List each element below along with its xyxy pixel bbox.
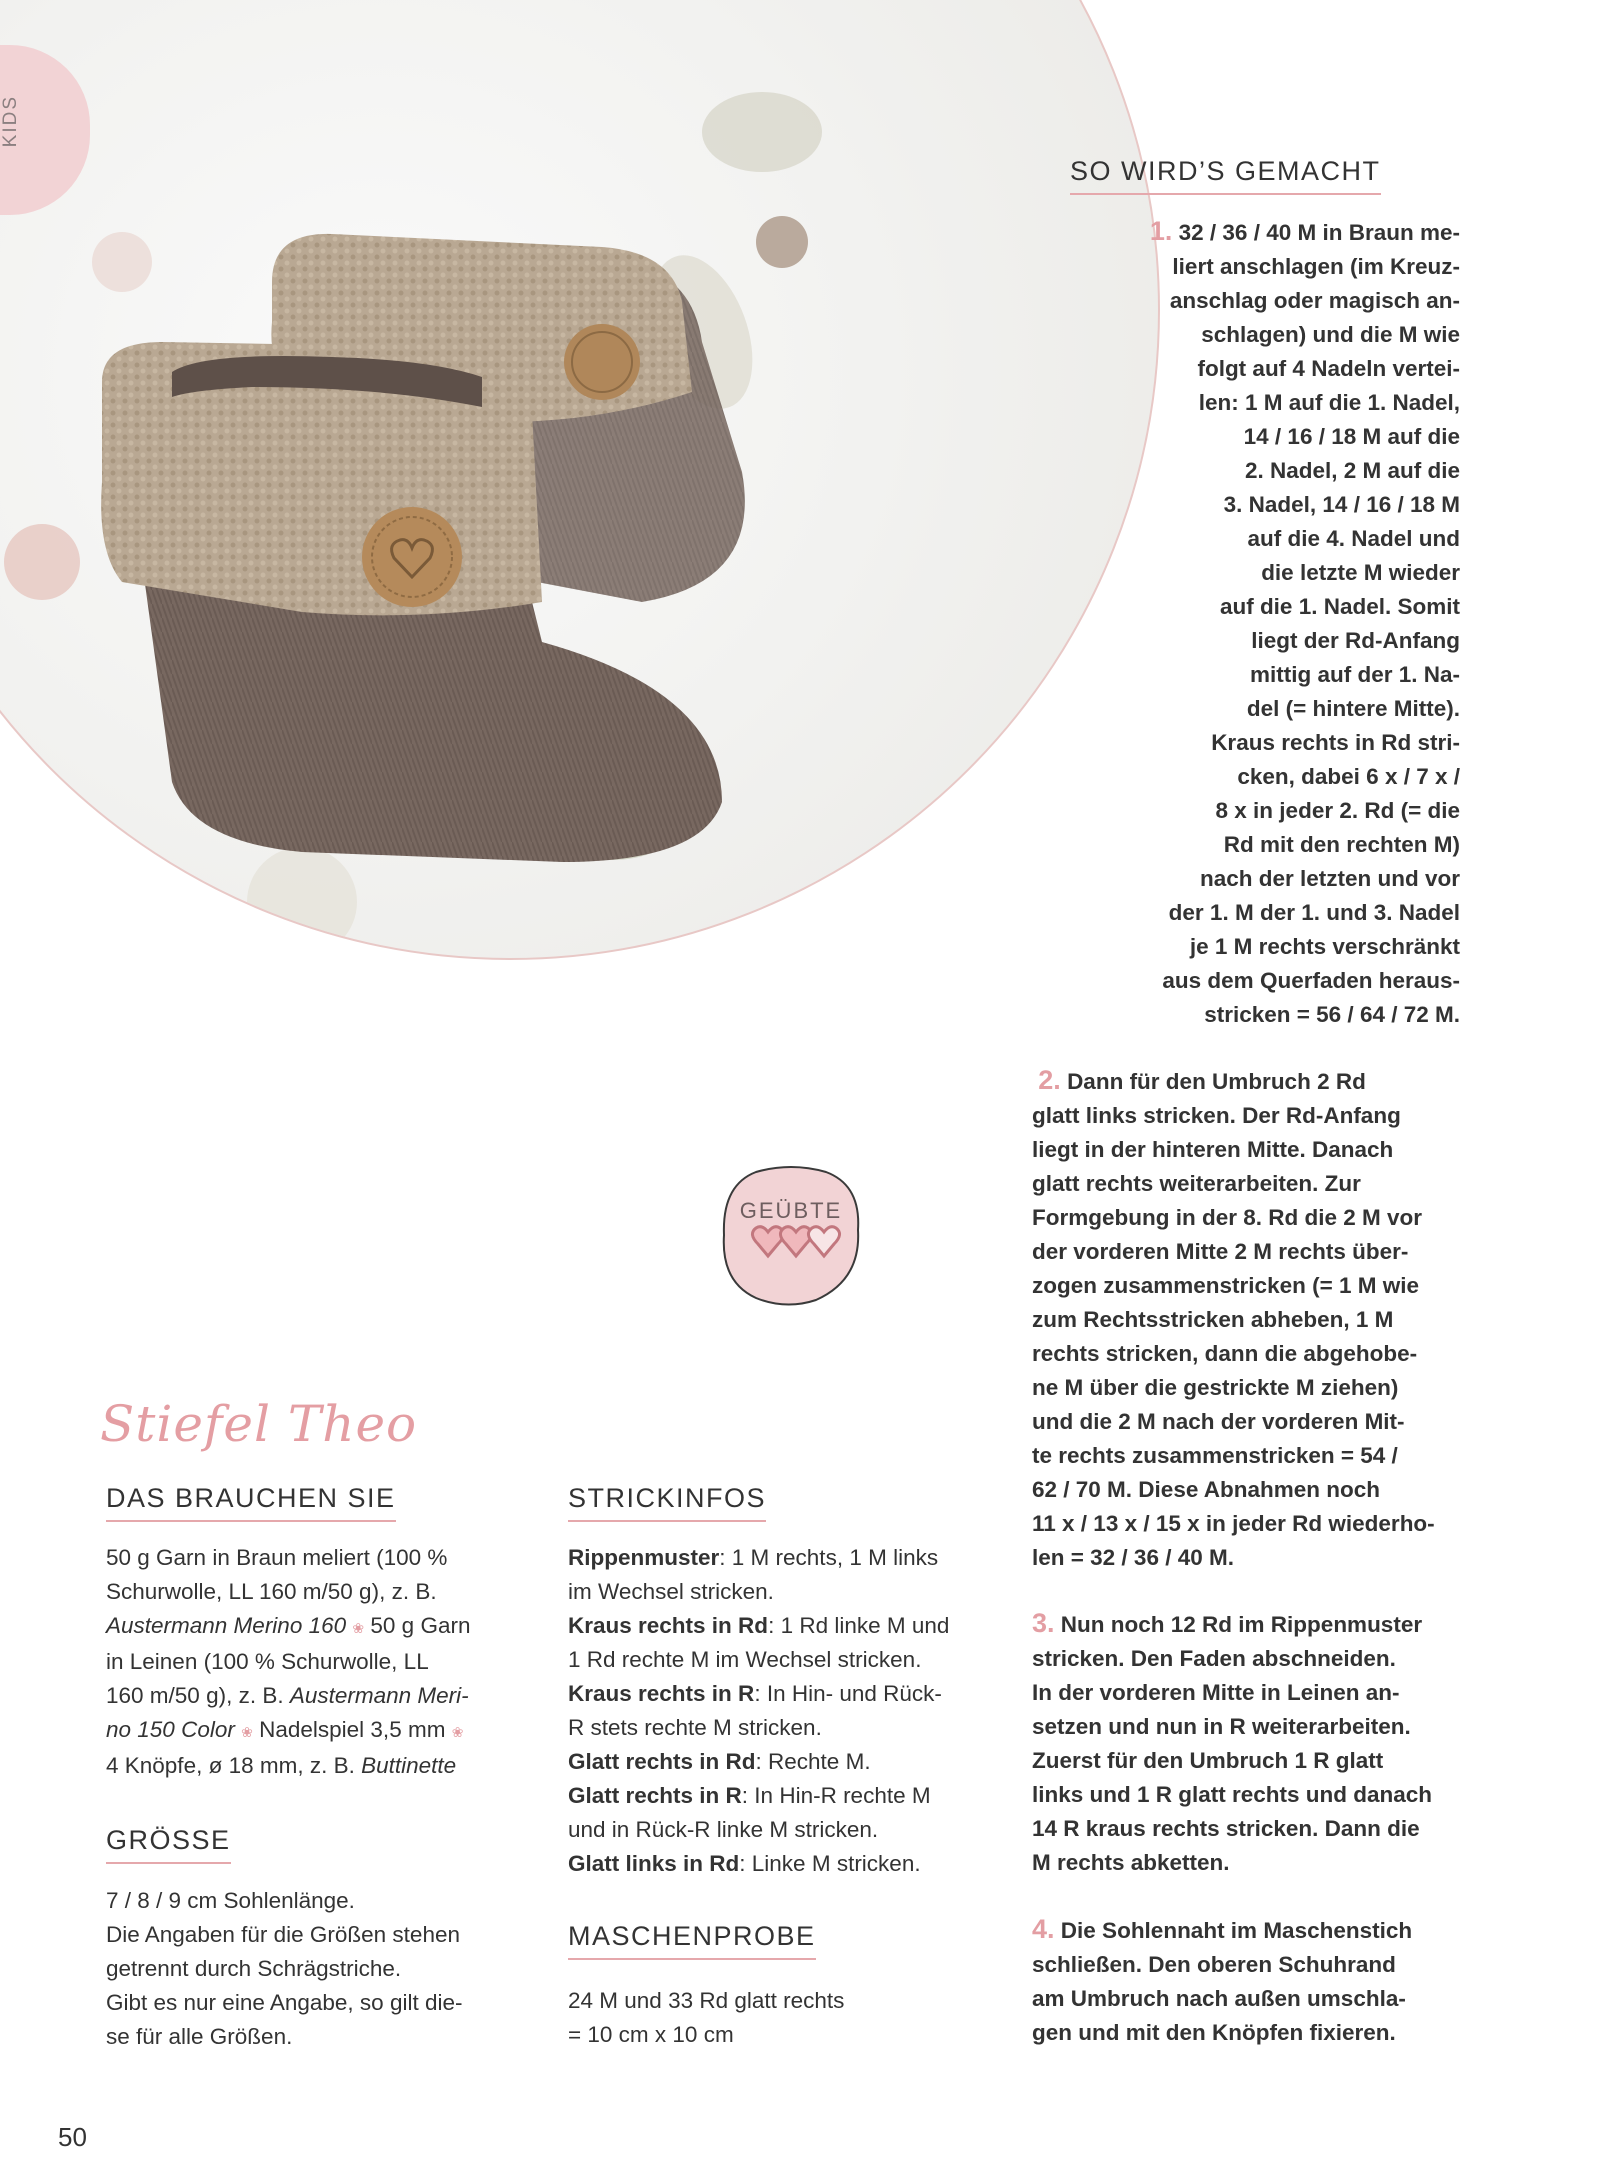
- step-line: Kraus rechts in Rd stri-: [1211, 730, 1460, 755]
- heart-icons: [752, 1227, 839, 1256]
- page-number: 50: [58, 2122, 87, 2152]
- step-line: 2. Nadel, 2 M auf die: [1244, 458, 1460, 483]
- materials-line: Schurwolle, LL 160 m/50 g), z. B.: [106, 1579, 437, 1604]
- size-line: getrennt durch Schrägstriche.: [106, 1956, 402, 1981]
- size-line: Gibt es nur eine Angabe, so gilt die-: [106, 1990, 463, 2015]
- step-line: auf die 4. Nadel und: [1247, 526, 1460, 551]
- step-line: je 1 M rechts verschränkt: [1189, 934, 1460, 959]
- knit-info-item: Glatt links in Rd: Linke M stricken.: [568, 1851, 921, 1876]
- badge-shape: [716, 1160, 866, 1310]
- knit-term: Kraus rechts in Rd: [568, 1613, 769, 1638]
- brand-name: Austermann Meri-: [289, 1683, 469, 1708]
- leaf-decoration: [247, 847, 357, 957]
- step-line: der 1. M der 1. und 3. Nadel: [1168, 900, 1460, 925]
- step-line: 62 / 70 M. Diese Abnahmen noch: [1032, 1477, 1381, 1502]
- step-line: anschlag oder magisch an-: [1169, 288, 1460, 313]
- step-line: und die 2 M nach der vorderen Mit-: [1032, 1409, 1405, 1434]
- knit-info-item: 1 Rd rechte M im Wechsel stricken.: [568, 1647, 922, 1672]
- step-line: te rechts zusammenstricken = 54 /: [1032, 1443, 1398, 1468]
- materials-line: Austermann Merino 160 ❀ 50 g Garn: [106, 1613, 471, 1638]
- knit-term: Rippenmuster: [568, 1545, 720, 1570]
- size-line: Die Angaben für die Größen stehen: [106, 1922, 460, 1947]
- step-line: len: 1 M auf die 1. Nadel,: [1198, 390, 1460, 415]
- step-line: del (= hintere Mitte).: [1246, 696, 1460, 721]
- separator-icon: ❀: [241, 1724, 253, 1740]
- step-line: Formgebung in der 8. Rd die 2 M vor: [1032, 1205, 1423, 1230]
- step-4: [1032, 1912, 1502, 2050]
- materials-text: [106, 1541, 546, 1783]
- size-heading: GRÖSSE: [106, 1825, 231, 1864]
- step-line: 8 x in jeder 2. Rd (= die: [1215, 798, 1460, 823]
- flower-decoration: [92, 232, 152, 292]
- gauge-line: 24 M und 33 Rd glatt rechts: [568, 1988, 845, 2013]
- step-line: links und 1 R glatt rechts und danach: [1032, 1782, 1433, 1807]
- size-line: se für alle Größen.: [106, 2024, 293, 2049]
- step-2: [1032, 1063, 1502, 1575]
- knit-info-item: Kraus rechts in Rd: 1 Rd linke M und: [568, 1613, 950, 1638]
- gauge-heading: MASCHENPROBE: [568, 1921, 816, 1960]
- step-line: liegt in der hinteren Mitte. Danach: [1032, 1137, 1394, 1162]
- category-tab-label: KIDS: [0, 95, 21, 148]
- step-line: ne M über die gestrickte M ziehen): [1032, 1375, 1399, 1400]
- flower-decoration: [756, 216, 808, 268]
- step-line: nach der letzten und vor: [1199, 866, 1460, 891]
- step-line: glatt links stricken. Der Rd-Anfang: [1032, 1103, 1401, 1128]
- brand-name: Austermann Merino 160: [106, 1613, 347, 1638]
- step-line: gen und mit den Knöpfen fixieren.: [1032, 2020, 1396, 2045]
- step-number: 1.: [1149, 216, 1173, 246]
- step-line: stricken. Den Faden abschneiden.: [1032, 1646, 1396, 1671]
- difficulty-badge: [716, 1160, 866, 1310]
- step-line: aus dem Querfaden heraus-: [1162, 968, 1460, 993]
- knit-info-text: [568, 1541, 1018, 1881]
- knit-term: Glatt rechts in R: [568, 1783, 742, 1808]
- product-photo: [0, 0, 1160, 960]
- knit-info-heading: STRICKINFOS: [568, 1483, 766, 1522]
- step-3: [1032, 1606, 1502, 1880]
- step-line: setzen und nun in R weiterarbeiten.: [1032, 1714, 1411, 1739]
- step-line: Rd mit den rechten M): [1223, 832, 1460, 857]
- step-line: zum Rechtsstricken abheben, 1 M: [1032, 1307, 1394, 1332]
- step-line: M rechts abketten.: [1032, 1850, 1230, 1875]
- step-number: 2.: [1038, 1065, 1061, 1095]
- materials-line: 160 m/50 g), z. B. Austermann Meri-: [106, 1683, 469, 1708]
- gauge-line: = 10 cm x 10 cm: [568, 2022, 734, 2047]
- step-line: 2. Dann für den Umbruch 2 Rd: [1038, 1065, 1366, 1095]
- brand-name: Buttinette: [361, 1753, 457, 1778]
- step-line: cken, dabei 6 x / 7 x /: [1237, 764, 1460, 789]
- step-line: zogen zusammenstricken (= 1 M wie: [1032, 1273, 1419, 1298]
- step-line: liert anschlagen (im Kreuz-: [1172, 254, 1460, 279]
- gauge-text: [568, 1984, 1008, 2052]
- knit-info-item: Kraus rechts in R: In Hin- und Rück-: [568, 1681, 942, 1706]
- materials-line: no 150 Color ❀ Nadelspiel 3,5 mm ❀: [106, 1717, 464, 1742]
- materials-line: 4 Knöpfe, ø 18 mm, z. B. Buttinette: [106, 1753, 457, 1778]
- knit-info-item: Rippenmuster: 1 M rechts, 1 M links: [568, 1545, 939, 1570]
- size-text: [106, 1884, 546, 2054]
- instructions-heading: SO WIRD’S GEMACHT: [1070, 156, 1381, 195]
- step-line: schließen. Den oberen Schuhrand: [1032, 1952, 1396, 1977]
- separator-icon: ❀: [451, 1724, 464, 1740]
- step-line: 3. Nun noch 12 Rd im Rippenmuster: [1032, 1608, 1423, 1638]
- step-number: 3.: [1032, 1608, 1055, 1638]
- step-line: glatt rechts weiterarbeiten. Zur: [1032, 1171, 1361, 1196]
- knit-term: Glatt rechts in Rd: [568, 1749, 756, 1774]
- step-line: 1. 32 / 36 / 40 M in Braun me-: [1149, 216, 1460, 246]
- step-line: stricken = 56 / 64 / 72 M.: [1204, 1002, 1460, 1027]
- knit-term: Glatt links in Rd: [568, 1851, 740, 1876]
- step-line: der vorderen Mitte 2 M rechts über-: [1032, 1239, 1409, 1264]
- materials-heading: DAS BRAUCHEN SIE: [106, 1483, 396, 1522]
- step-number: 4.: [1032, 1914, 1055, 1944]
- knit-term: Kraus rechts in R: [568, 1681, 755, 1706]
- step-line: In der vorderen Mitte in Leinen an-: [1032, 1680, 1400, 1705]
- knit-info-item: und in Rück-R linke M stricken.: [568, 1817, 879, 1842]
- step-line: folgt auf 4 Nadeln vertei-: [1197, 356, 1460, 381]
- separator-icon: ❀: [352, 1620, 365, 1636]
- knit-info-item: R stets rechte M stricken.: [568, 1715, 822, 1740]
- difficulty-label: GEÜBTE: [739, 1198, 843, 1223]
- step-line: auf die 1. Nadel. Somit: [1219, 594, 1460, 619]
- step-line: 4. Die Sohlennaht im Maschenstich: [1032, 1914, 1413, 1944]
- step-line: rechts stricken, dann die abgehobe-: [1032, 1341, 1418, 1366]
- knit-info-item: Glatt rechts in R: In Hin-R rechte M: [568, 1783, 931, 1808]
- step-line: mittig auf der 1. Na-: [1249, 662, 1460, 687]
- step-line: schlagen) und die M wie: [1201, 322, 1460, 347]
- pattern-title: Stiefel Theo: [100, 1395, 418, 1453]
- knit-info-item: im Wechsel stricken.: [568, 1579, 774, 1604]
- step-line: 3. Nadel, 14 / 16 / 18 M: [1223, 492, 1460, 517]
- booties-illustration: [2, 2, 1160, 960]
- flower-decoration: [4, 524, 80, 600]
- materials-line: in Leinen (100 % Schurwolle, LL: [106, 1649, 429, 1674]
- step-line: die letzte M wieder: [1261, 560, 1460, 585]
- step-line: 14 / 16 / 18 M auf die: [1243, 424, 1460, 449]
- step-line: Zuerst für den Umbruch 1 R glatt: [1032, 1748, 1384, 1773]
- step-line: 14 R kraus rechts stricken. Dann die: [1032, 1816, 1420, 1841]
- leaf-decoration: [702, 92, 822, 172]
- size-line: 7 / 8 / 9 cm Sohlenlänge.: [106, 1888, 355, 1913]
- step-line: am Umbruch nach außen umschla-: [1032, 1986, 1406, 2011]
- step-1: [1040, 214, 1460, 1032]
- knit-info-item: Glatt rechts in Rd: Rechte M.: [568, 1749, 871, 1774]
- materials-line: 50 g Garn in Braun meliert (100 %: [106, 1545, 448, 1570]
- brand-name: no 150 Color: [106, 1717, 235, 1742]
- step-line: len = 32 / 36 / 40 M.: [1032, 1545, 1234, 1570]
- step-line: 11 x / 13 x / 15 x in jeder Rd wiederho-: [1032, 1511, 1435, 1536]
- step-line: liegt der Rd-Anfang: [1251, 628, 1460, 653]
